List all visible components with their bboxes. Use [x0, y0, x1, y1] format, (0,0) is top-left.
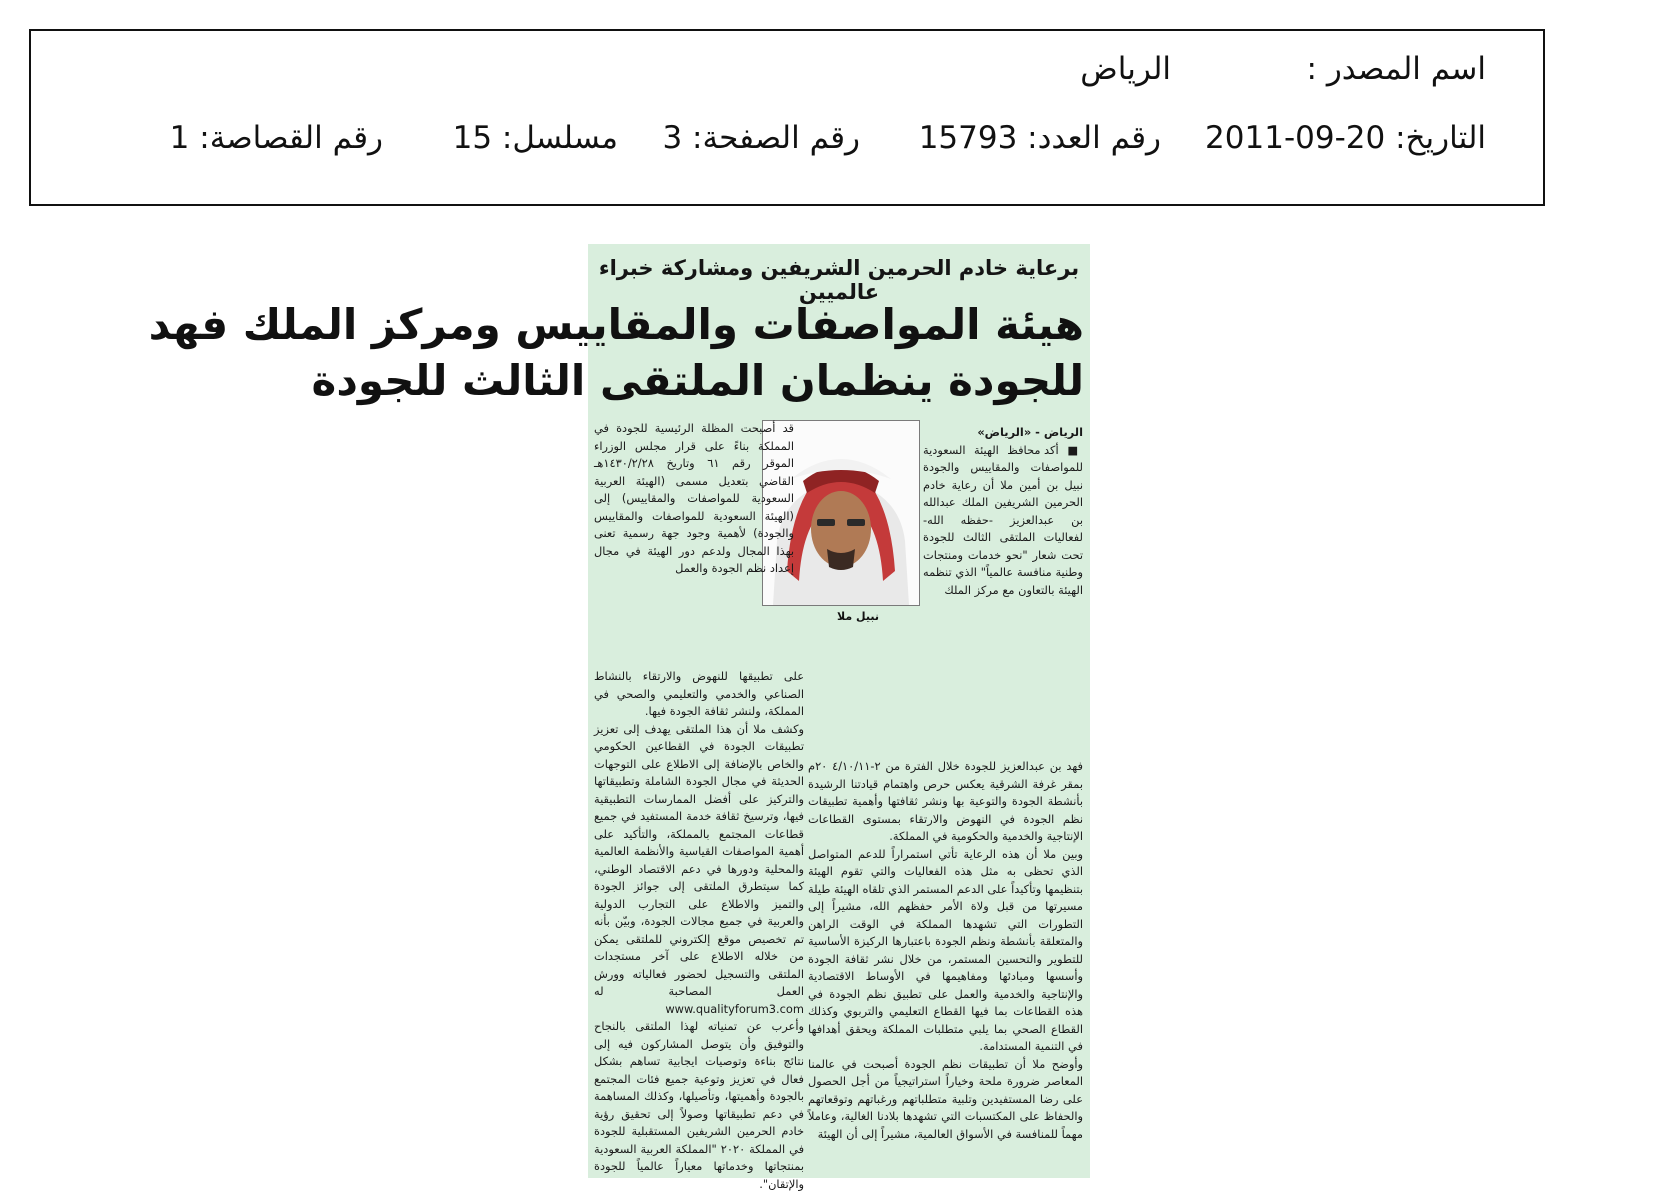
source-label: اسم المصدر :: [1306, 51, 1486, 87]
clip-number-field: رقم القصاصة: 1: [169, 120, 383, 156]
article-column-left-top: [594, 420, 794, 578]
serial-field: مسلسل: 15: [452, 120, 618, 156]
paragraph: فهد بن عبدالعزيز للجودة خلال الفترة من ٢-٤/١٠/١١ ٢٠م بمقر غرفة الشرقية يعكس حرص واهتمام قيادتنا الرشيدة بأنشطة الجودة والتوعية بها ونشر ثقافتها وأهمية تطبيقات نظم الجودة في النهوض والارتقاء بمستوى القطاعات الإنتاجية والخدمية والحكومية في المملكة.: [808, 759, 1084, 843]
paragraph: وكشف ملا أن هذا الملتقى يهدف إلى تعزيز تطبيقات الجودة في القطاعين الحكومي والخاص بالإضافة إلى الاطلاع على التوجهات الحديثة في مجال الجودة الشاملة وتطبيقاتها والتركيز على أفضل الممارسات التطبيقية فيها، وترسيخ ثقافة خدمة المستفيد في جميع قطاعات المجتمع بالمملكة، والتأكيد على أهمية المواصفات القياسية والأنظمة العالمية والمحلية ودورها في دعم الاقتصاد الوطني، كما سيتطرق الملتقى إلى جوائز الجودة والتميز والاطلاع على التجارب الدولية والعربية في جميع مجالات الجودة، وبيّن بأنه تم تخصيص موقع إلكتروني للملتقى يمكن من خلاله الاطلاع على آخر مستجدات الملتقى والتسجيل لحضور فعالياته وورش العمل المصاحبة له www.qualityforum3.com: [594, 721, 804, 1016]
paragraph: وأوضح ملا أن تطبيقات نظم الجودة أصبحت في عالمنا المعاصر ضرورة ملحة وخياراً استراتيجياً من أجل الحصول على رضا المستفيدين وتلبية متطلباتهم ورغباتهم وتوقعاتهم والحفاظ على المكتسبات التي تشهدها بلادنا الغالية، وعاملاً مهماً للمنافسة في الأسواق العالمية، مشيراً إلى أن الهيئة: [808, 1056, 1083, 1141]
article-column-right-top: [923, 424, 1083, 599]
page-number-field: رقم الصفحة: 3: [662, 120, 860, 156]
article-kicker: برعاية خادم الحرمين الشريفين ومشاركة خبراء عالميين: [598, 256, 1080, 304]
bullet-square-icon: ■: [1058, 442, 1083, 457]
headline-line-2: للجودة ينظمان الملتقى الثالث للجودة: [311, 356, 1084, 405]
clip-info-box: [29, 29, 1545, 206]
paragraph: قد أصبحت المظلة الرئيسية للجودة في المملكة بناءً على قرار مجلس الوزراء الموقر رقم ٦١ وتاريخ ١٤٣٠/٢/٢٨هـ القاضي بتعديل مسمى (الهيئة العربية السعودية للمواصفات والمقاييس) إلى (الهيئة السعودية للمواصفات والمقاييس والجودة) لأهمية وجود جهة رسمية تعنى بهذا المجال ولدعم دور الهيئة في مجال إعداد نظم الجودة والعمل: [594, 421, 794, 575]
article-column-left-bottom: [594, 668, 804, 1193]
photo-caption: نبيل ملا: [837, 610, 879, 623]
paragraph: وأعرب عن تمنياته لهذا الملتقى بالنجاح والتوفيق وأن يتوصل المشاركون فيه إلى نتائج بناءة وتوصيات ايجابية تساهم بشكل فعال في تعزيز وتوعية جميع فئات المجتمع بالجودة وأهميتها، وتأصيلها، وكذلك المساهمة في دعم تطبيقاتها وصولاً إلى تحقيق رؤية خادم الحرمين الشريفين المستقبلية للجودة في المملكة ٢٠٢٠ "المملكة العربية السعودية بمنتجاتها وخدماتها معياراً عالمياً للجودة والإتقان".: [594, 1019, 805, 1191]
paragraph: وبين ملا أن هذه الرعاية تأتي استمراراً للدعم المتواصل الذي تحظى به مثل هذه الفعاليات والتي تقوم الهيئة بتنظيمها وتأكيداً على الدعم المستمر الذي تلقاه الهيئة طيلة مسيرتها من قبل ولاة الأمر حفظهم الله، مشيراً إلى التطورات التي تشهدها المملكة في الوقت الراهن والمتعلقة بأنشطة ونظم الجودة باعتبارها الركيزة الأساسية للتطوير والتحسين المستمر، من خلال نشر ثقافة الجودة وأسسها ومبادئها ومفاهيمها في الأوساط الاقتصادية والإنتاجية والخدمية والعمل على تطبيق نظم الجودة في هذه القطاعات بما فيها القطاع التعليمي والتربوي وكذلك القطاع الصحي بما يلبي متطلبات المملكة ويحقق أهدافها في التنمية المستدامة.: [808, 846, 1083, 1053]
headline-line-1: هيئة المواصفات والمقاييس ومركز الملك فهد: [148, 300, 1084, 349]
paragraph-text: أكد محافظ الهيئة السعودية للمواصفات والمقاييس والجودة نبيل بن أمين ملا أن رعاية خادم الحرمين الشريفين الملك عبدالله بن عبدالعزيز -حفظه الله- لفعاليات الملتقى الثالث للجودة تحت شعار "نحو خدمات ومنتجات وطنية منافسة عالمياً" الذي تنظمه الهيئة بالتعاون مع مركز الملك: [923, 442, 1083, 597]
article-dateline: الرياض - «الرياض»: [977, 425, 1083, 439]
paragraph: على تطبيقها للنهوض والارتقاء بالنشاط الصناعي والخدمي والتعليمي والصحي في المملكة، ولنشر ثقافة الجودة فيها.: [594, 669, 804, 718]
source-value: الرياض: [1080, 51, 1171, 87]
paragraph: [923, 442, 1083, 600]
issue-number-field: رقم العدد: 15793: [918, 120, 1161, 156]
article-column-right-bottom: [808, 758, 1083, 1143]
date-field: التاريخ: 20-09-2011: [1205, 120, 1486, 156]
newspaper-clipping: [148, 244, 1090, 1191]
